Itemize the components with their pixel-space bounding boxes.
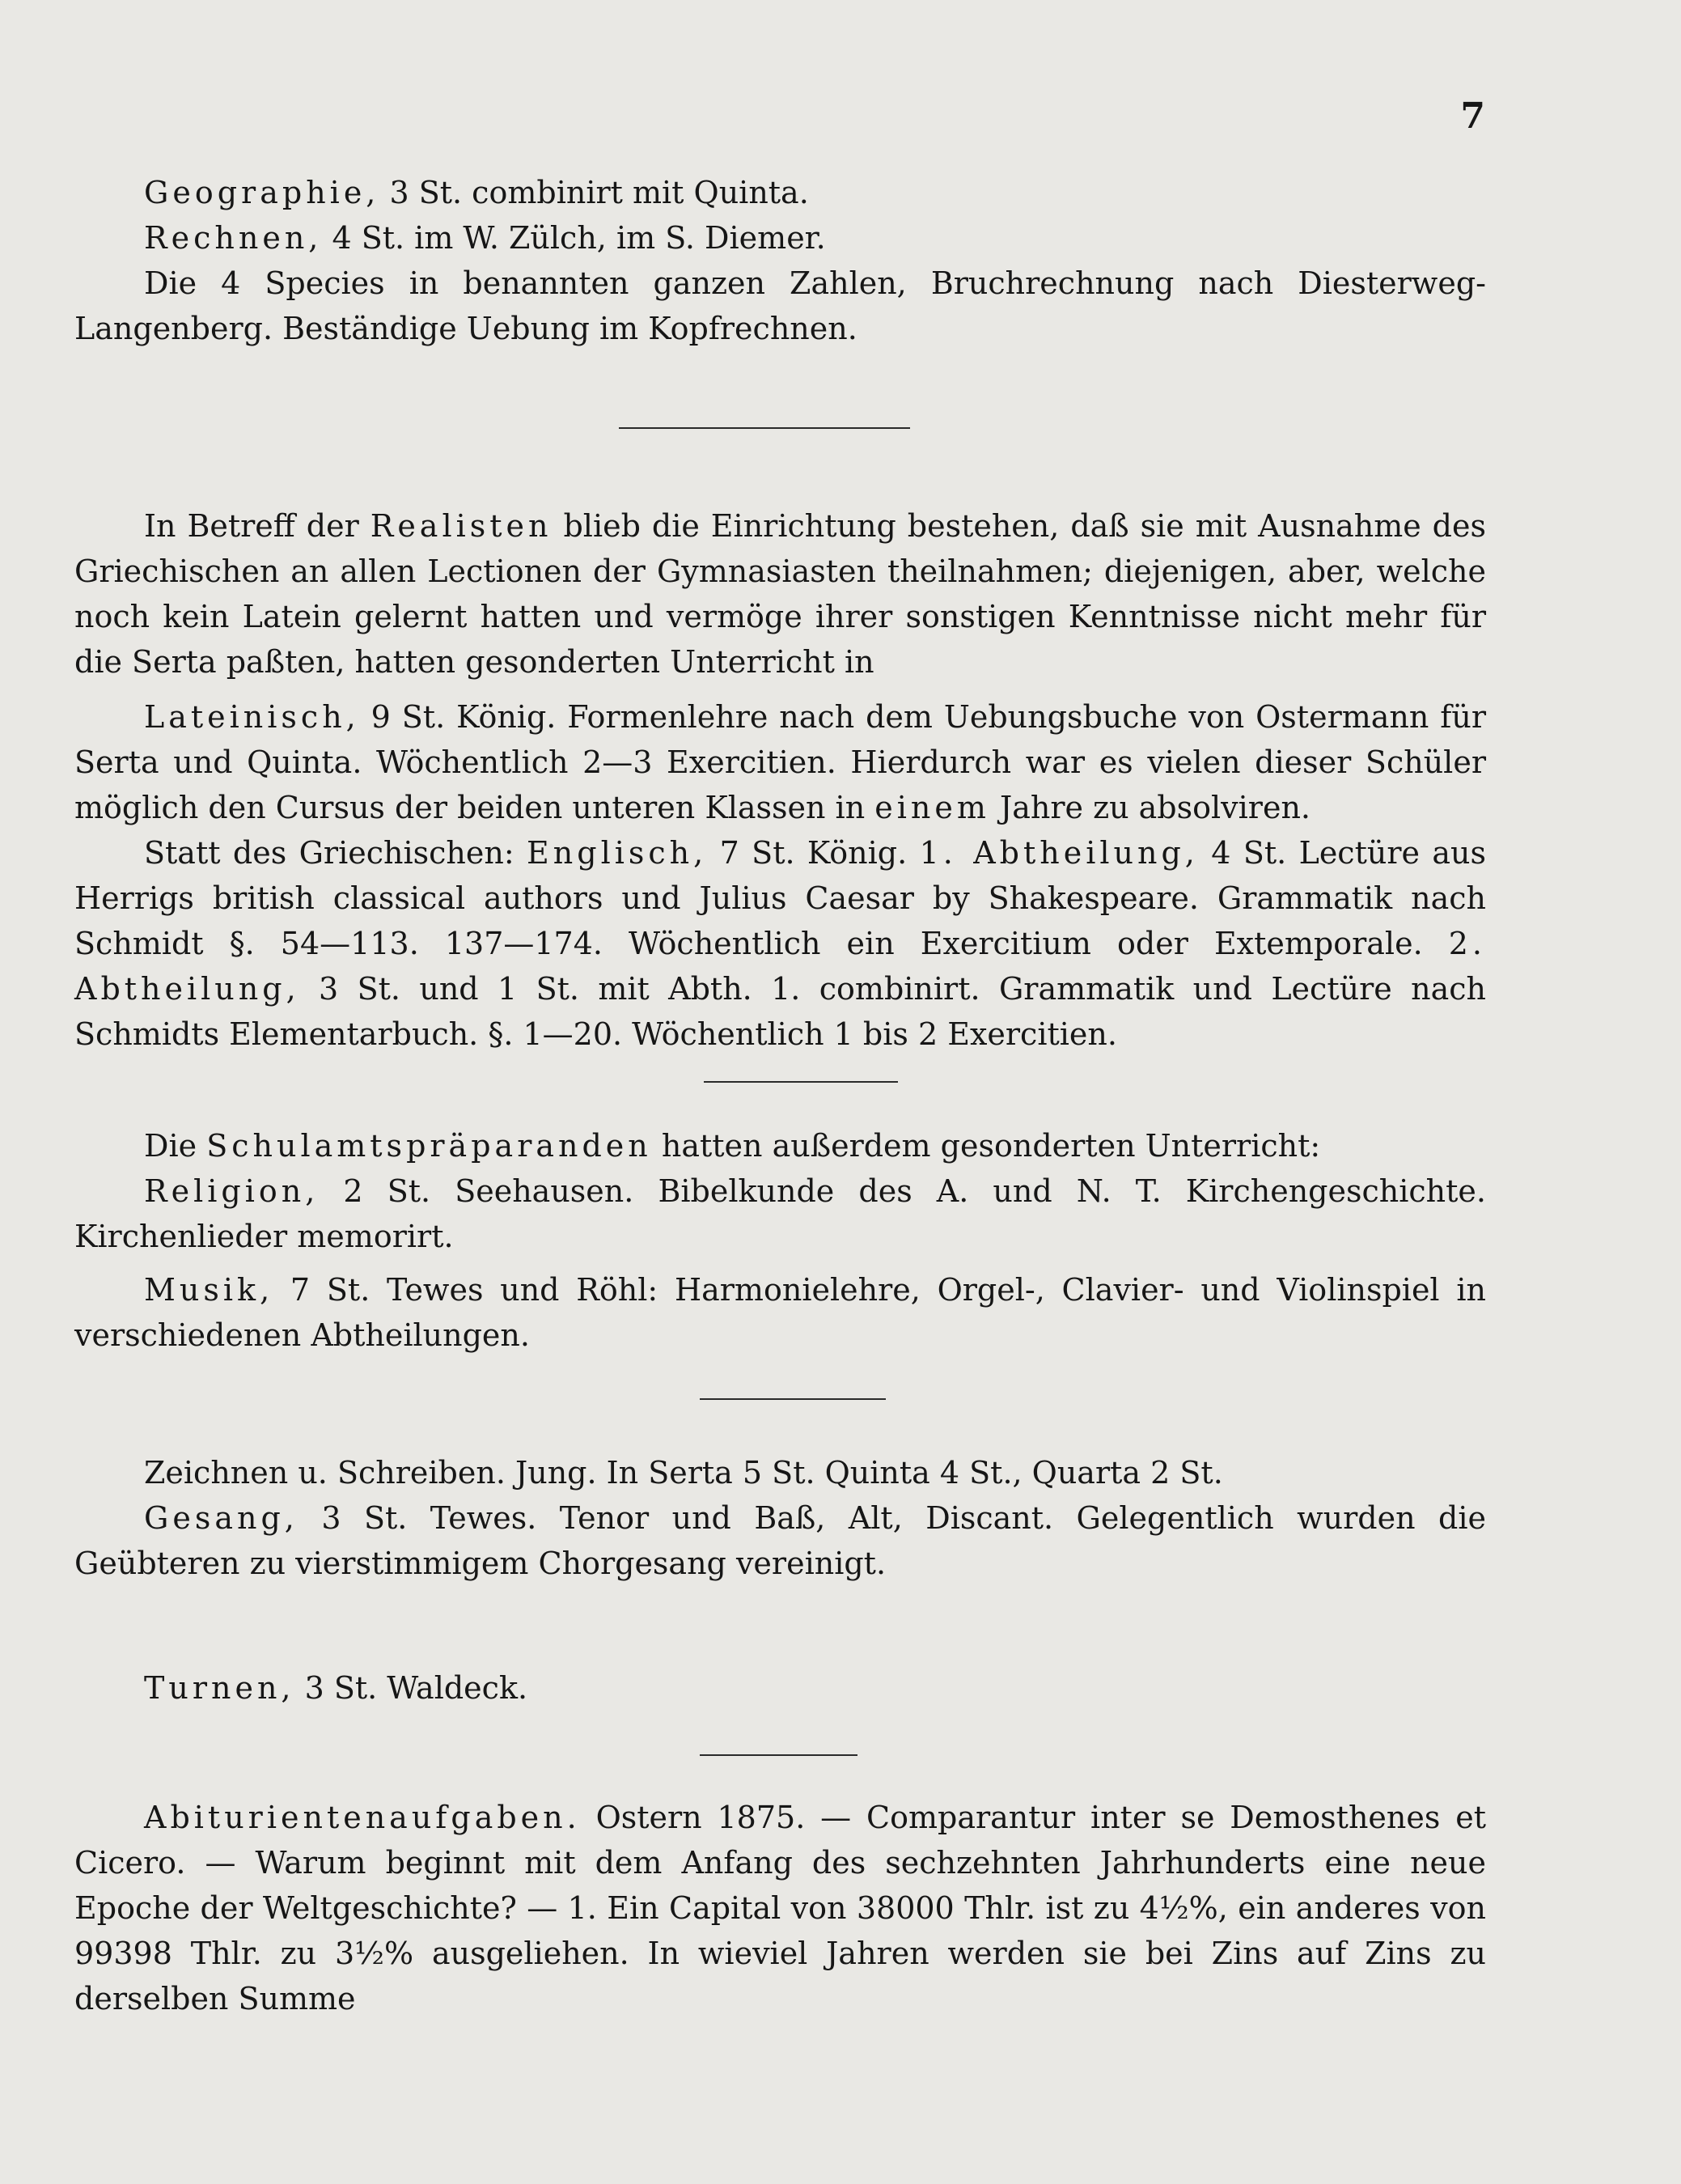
paragraph-gesang bbox=[74, 1495, 1486, 1586]
heading-geographie: Geographie, bbox=[144, 175, 380, 210]
text-abitur: Ostern 1875. — Comparantur inter se Demosthenes et Cicero. — Warum beginnt mit dem Anfang des sechzehnten Jahrhunderts eine neue Epoche der Weltgeschichte? — 1. Ein Capital von 38000 Thlr. ist zu 4½%, ein anderes von 99398 Thlr. zu 3½% ausgeliehen. In wieviel Jahren werden sie bei Zins auf Zins zu derselben Summe bbox=[74, 1800, 1486, 2016]
paragraph-musik bbox=[74, 1267, 1486, 1358]
paragraph-zeichnen: Zeichnen u. Schreiben. Jung. In Serta 5 St. Quinta 4 St., Quarta 2 St. bbox=[144, 1455, 1223, 1491]
paragraph-abitur bbox=[74, 1795, 1486, 2021]
term-schulamtspraeparanden: Schulamtspräparanden bbox=[206, 1128, 652, 1164]
page-number: 7 bbox=[1460, 95, 1485, 137]
section-turnen bbox=[74, 1665, 1486, 1711]
text-englisch-d: 3 St. und 1 St. mit Abth. 1. combinirt. Grammatik und Lectüre nach Schmidts Elementarbuch. §. 1—20. Wöchentlich 1 bis 2 Exercitien. bbox=[74, 971, 1486, 1052]
paragraph-rechnen bbox=[74, 215, 1486, 261]
text-lateinisch-a: 9 St. König. Formenlehre nach dem Uebungsbuche von Ostermann für Serta und Quinta. Wöchentlich 2—3 Exercitien. Hierdurch war es vielen dieser Schüler möglich den Cursus der beiden unteren Klassen in bbox=[74, 699, 1486, 825]
text-religion: 2 St. Seehausen. Bibelkunde des A. und N. T. Kirchengeschichte. Kirchenlieder memorirt. bbox=[74, 1173, 1486, 1254]
paragraph-geographie bbox=[74, 170, 1486, 215]
section-realisten bbox=[74, 503, 1486, 1057]
paragraph-rechnen-desc: Die 4 Species in benannten ganzen Zahlen, Bruchrechnung nach Diesterweg-Langenberg. Beständige Uebung im Kopfrechnen. bbox=[74, 265, 1486, 346]
text-rechnen: 4 St. im W. Zülch, im S. Diemer. bbox=[322, 220, 826, 256]
heading-rechnen: Rechnen, bbox=[144, 220, 323, 256]
text-musik-a: 7 St. Tewes und Röhl: bbox=[273, 1272, 675, 1308]
text-turnen: 3 St. Waldeck. bbox=[294, 1670, 528, 1706]
paragraph-realisten-intro bbox=[74, 503, 1486, 685]
divider-rule bbox=[619, 427, 910, 429]
text-schulamt-intro-b: hatten außerdem gesonderten Unterricht: bbox=[651, 1128, 1321, 1164]
heading-abtheilung-1: 1. Abtheilung, bbox=[919, 835, 1199, 871]
section-abiturientenaufgaben bbox=[74, 1795, 1486, 2021]
text-realisten-intro-a: In Betreff der bbox=[144, 508, 370, 544]
heading-abtheilung-2: 2. Abtheilung, bbox=[74, 926, 1486, 1007]
term-einem: einem bbox=[874, 790, 990, 825]
paragraph-schulamt-intro bbox=[74, 1123, 1486, 1168]
term-realisten: Realisten bbox=[370, 508, 553, 544]
paragraph-englisch bbox=[74, 830, 1486, 1057]
section-curriculum-top bbox=[74, 170, 1486, 351]
paragraph-lateinisch bbox=[74, 694, 1486, 830]
section-zeichnen-gesang bbox=[74, 1450, 1486, 1586]
text-musik-b: Harmonielehre, Orgel-, Clavier- und Violinspiel in verschiedenen Abtheilungen. bbox=[74, 1272, 1486, 1353]
heading-turnen: Turnen, bbox=[144, 1670, 295, 1706]
text-realisten-intro-b: blieb die Einrichtung bestehen, daß sie mit Ausnahme des Griechischen an allen Lectionen der Gymnasiasten theilnahmen; diejenigen, aber, welche noch kein Latein gelernt hatten und vermöge ihrer sonstigen Kenntnisse nicht mehr für die Serta paßten, hatten gesonderten Unterricht in bbox=[74, 508, 1486, 680]
text-gesang: 3 St. Tewes. Tenor und Baß, Alt, Discant. Gelegentlich wurden die Geübteren zu vierstimmigem Chorgesang vereinigt. bbox=[74, 1500, 1486, 1581]
text-englisch-a: Statt des Griechischen: bbox=[144, 835, 527, 871]
text-englisch-c: 4 St. Lectüre aus Herrigs british classical authors und Julius Caesar by Shakespeare. Grammatik nach Schmidt §. 54—113. 137—174. Wöchentlich ein Exercitium oder Extemporale. bbox=[74, 835, 1486, 961]
text-englisch-b: 7 St. König. bbox=[707, 835, 920, 871]
paragraph-turnen bbox=[74, 1665, 1486, 1711]
section-schulamtspraeparanden bbox=[74, 1123, 1486, 1358]
heading-religion: Religion, bbox=[144, 1173, 320, 1209]
divider-rule bbox=[704, 1081, 898, 1083]
divider-rule bbox=[700, 1754, 857, 1756]
paragraph-religion bbox=[74, 1168, 1486, 1259]
heading-gesang: Gesang, bbox=[144, 1500, 299, 1536]
heading-englisch: Englisch, bbox=[527, 835, 708, 871]
text-lateinisch-b: Jahre zu absolviren. bbox=[989, 790, 1311, 825]
heading-lateinisch: Lateinisch, bbox=[144, 699, 360, 735]
text-geographie: 3 St. combinirt mit Quinta. bbox=[379, 175, 809, 210]
text-schulamt-intro-a: Die bbox=[144, 1128, 207, 1164]
heading-musik: Musik, bbox=[144, 1272, 274, 1308]
divider-rule bbox=[700, 1398, 886, 1400]
heading-abiturientenaufgaben: Abiturientenaufgaben. bbox=[144, 1800, 581, 1835]
